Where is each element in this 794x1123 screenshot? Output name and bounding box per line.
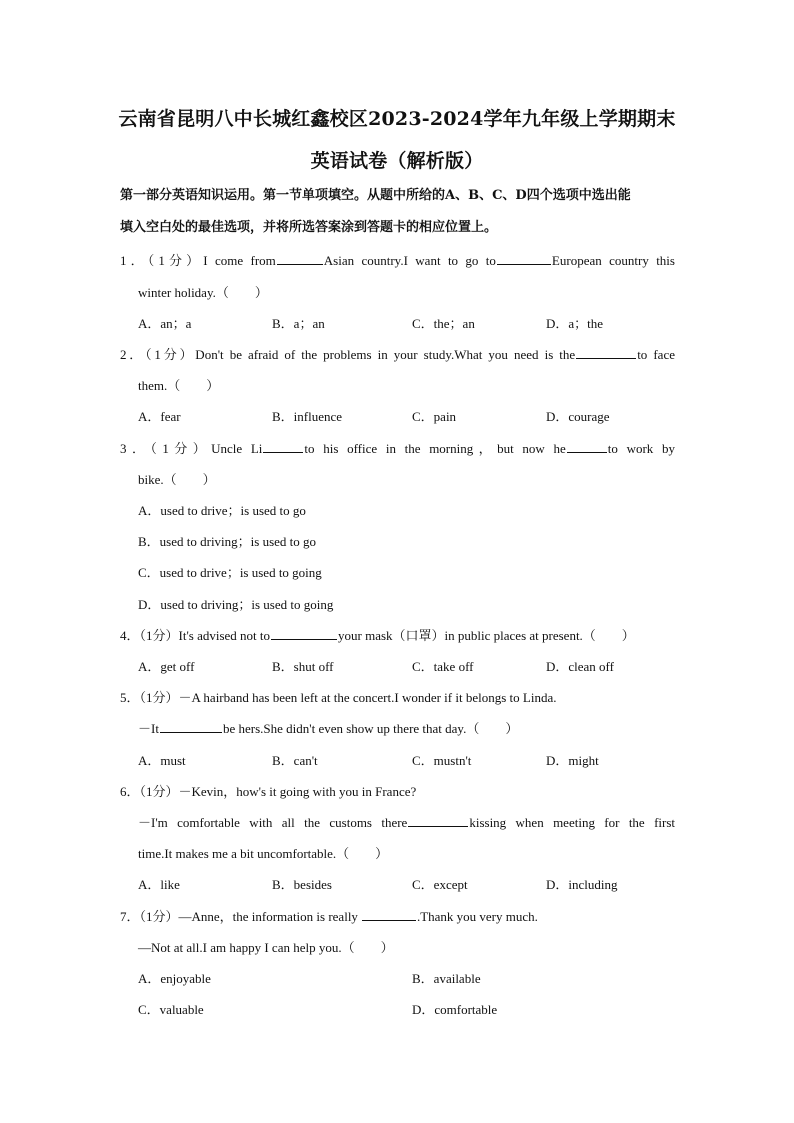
instructions-line2: 填入空白处的最佳选项，并将所选答案涂到答题卡的相应位置上。 xyxy=(120,220,498,235)
question-1-option-d: D．a；the xyxy=(546,316,604,331)
question-2-stem-b: to face xyxy=(637,347,675,362)
question-3-line2: bike.（ ） xyxy=(138,472,216,487)
question-7-line1 xyxy=(120,906,538,925)
question-2-option-a: A．fear xyxy=(138,409,181,424)
question-3-stem-a: 3．（1分）Uncle Li xyxy=(120,441,263,456)
question-5-option-d: D．might xyxy=(546,753,599,768)
question-7-option-d: D．comfortable xyxy=(412,1002,498,1017)
question-3-stem-c: to work by xyxy=(607,441,675,456)
question-1-line2: winter holiday.（ ） xyxy=(138,285,268,300)
question-3-option-c: C．used to drive；is used to going xyxy=(138,565,322,580)
question-6-line1: 6．（1分）－Kevin，how's it going with you in France? xyxy=(120,784,417,799)
question-3-line1 xyxy=(120,438,675,457)
answer-blank xyxy=(408,814,468,827)
question-7-stem-a: 7．（1分）—Anne，the information is really xyxy=(120,909,358,924)
question-5-stem-a: －It xyxy=(138,721,159,736)
question-4-option-d: D．clean off xyxy=(546,659,614,674)
exam-title-line1: 云南省昆明八中长城红鑫校区2023-2024学年九年级上学期期末 xyxy=(118,108,676,130)
question-5-line2 xyxy=(138,718,518,737)
question-5-option-b: B．can't xyxy=(272,753,318,768)
answer-blank xyxy=(497,252,551,265)
question-1-line1 xyxy=(120,250,675,269)
exam-title-line2: 英语试卷（解析版） xyxy=(310,150,484,172)
question-3-option-b: B．used to driving；is used to go xyxy=(138,534,317,549)
question-4-line1 xyxy=(120,625,635,644)
question-2-option-d: D．courage xyxy=(546,409,610,424)
question-7-option-b: B．available xyxy=(412,971,481,986)
question-6-option-a: A．like xyxy=(138,877,180,892)
answer-blank xyxy=(263,440,303,453)
question-3-option-a: A．used to drive；is used to go xyxy=(138,503,306,518)
question-4-stem-a: 4．（1分）It's advised not to xyxy=(120,628,271,643)
question-6-stem-b: kissing when meeting for the first xyxy=(469,815,676,830)
question-2-stem-a: 2．（1分）Don't be afraid of the problems in your study.What you need is the xyxy=(120,347,576,362)
answer-blank xyxy=(567,440,607,453)
question-6-line3: time.It makes me a bit uncomfortable.（ ） xyxy=(138,846,389,861)
question-1-stem-c: European country this xyxy=(551,253,675,268)
question-1-stem-b: Asian country.I want to go to xyxy=(323,253,496,268)
question-5-option-c: C．mustn't xyxy=(412,753,472,768)
answer-blank xyxy=(160,720,222,733)
question-4-option-b: B．shut off xyxy=(272,659,334,674)
question-5-option-a: A．must xyxy=(138,753,186,768)
section-instructions xyxy=(120,180,680,244)
question-7-stem-b: .Thank you very much. xyxy=(416,909,538,924)
question-4-stem-b: your mask（口罩）in public places at present.（ ） xyxy=(338,628,635,643)
question-4-option-c: C．take off xyxy=(412,659,474,674)
question-2-option-b: B．influence xyxy=(272,409,343,424)
question-6-line2 xyxy=(138,812,675,831)
question-6-option-d: D．including xyxy=(546,877,618,892)
instructions-line1: 第一部分英语知识运用。第一节单项填空。从题中所给的A、B、C、D四个选项中选出能 xyxy=(120,188,631,203)
question-1-option-a: A．an；a xyxy=(138,316,192,331)
question-3-option-d: D．used to driving；is used to going xyxy=(138,597,334,612)
answer-blank xyxy=(576,346,636,359)
question-2-option-c: C．pain xyxy=(412,409,457,424)
question-6-option-b: B．besides xyxy=(272,877,332,892)
answer-blank xyxy=(277,252,323,265)
answer-blank xyxy=(362,908,416,921)
question-7-option-a: A．enjoyable xyxy=(138,971,211,986)
question-6-stem-a: －I'm comfortable with all the customs there xyxy=(138,815,408,830)
question-2-line2: them.（ ） xyxy=(138,378,220,393)
question-5-line1: 5．（1分）－A hairband has been left at the concert.I wonder if it belongs to Linda. xyxy=(120,690,557,705)
question-1-stem-a: 1．（1分）I come from xyxy=(120,253,276,268)
question-7-option-c: C．valuable xyxy=(138,1002,204,1017)
question-7-line2: —Not at all.I am happy I can help you.（ ） xyxy=(138,940,394,955)
question-2-line1 xyxy=(120,344,675,363)
question-6-option-c: C．except xyxy=(412,877,468,892)
answer-blank xyxy=(271,627,337,640)
question-5-stem-b: be hers.She didn't even show up there that day.（ ） xyxy=(222,721,519,736)
question-3-stem-b: to his office in the morning，but now he xyxy=(304,441,566,456)
question-4-option-a: A．get off xyxy=(138,659,195,674)
question-1-option-c: C．the；an xyxy=(412,316,475,331)
question-1-option-b: B．a；an xyxy=(272,316,325,331)
